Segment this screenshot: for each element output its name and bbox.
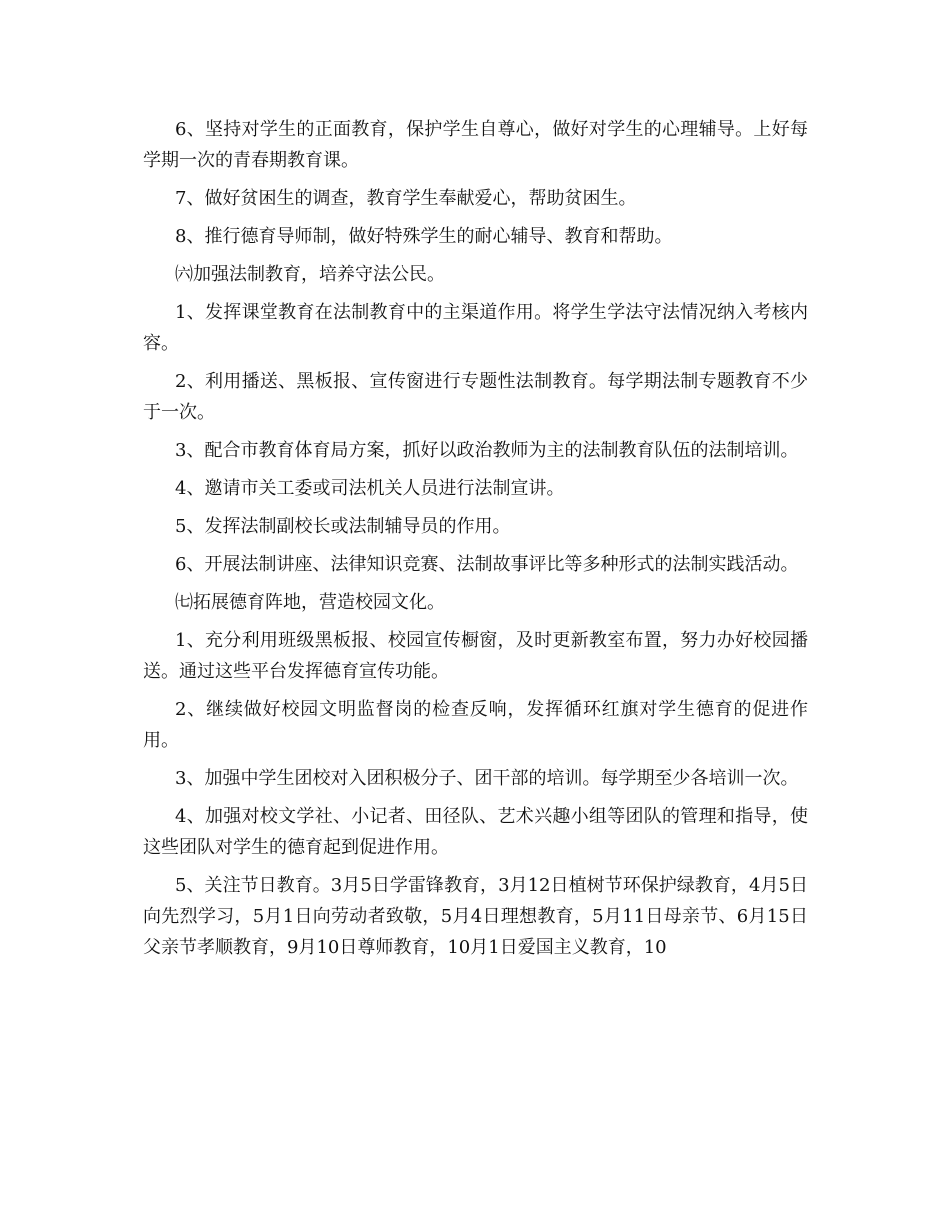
- paragraph-16: 5、关注节日教育。3月5日学雷锋教育，3月12日植树节环保护绿教育，4月5日向先烈学习，5月1日向劳动者致敬，5月4日理想教育，5月11日母亲节、6月15日父亲节孝顺教育，9月10日尊师教育，10月1日爱国主义教育，10: [143, 875, 808, 958]
- paragraph-10: 6、开展法制讲座、法律知识竞赛、法制故事评比等多种形式的法制实践活动。: [175, 554, 799, 575]
- section-heading-7: ㈦拓展德育阵地，营造校园文化。: [175, 592, 445, 613]
- paragraph-14: 3、加强中学生团校对入团积极分子、团干部的培训。每学期至少各培训一次。: [175, 768, 799, 789]
- paragraph-5: 1、发挥课堂教育在法制教育中的主渠道作用。将学生学法守法情况纳入考核内容。: [143, 302, 808, 354]
- paragraph-6: 2、利用播送、黑板报、宣传窗进行专题性法制教育。每学期法制专题教育不少于一次。: [143, 371, 808, 423]
- section-heading-6: ㈥加强法制教育，培养守法公民。: [175, 264, 445, 285]
- paragraph-13: 2、继续做好校园文明监督岗的检查反响，发挥循环红旗对学生德育的促进作用。: [143, 699, 808, 751]
- paragraph-3: 8、推行德育导师制，做好特殊学生的耐心辅导、教育和帮助。: [175, 226, 673, 247]
- paragraph-9: 5、发挥法制副校长或法制辅导员的作用。: [175, 516, 511, 537]
- document-body: [143, 114, 808, 970]
- paragraph-1: 6、坚持对学生的正面教育，保护学生自尊心，做好对学生的心理辅导。上好每学期一次的青春期教育课。: [143, 119, 808, 171]
- paragraph-7: 3、配合市教育体育局方案，抓好以政治教师为主的法制教育队伍的法制培训。: [175, 440, 799, 461]
- paragraph-8: 4、邀请市关工委或司法机关人员进行法制宣讲。: [175, 478, 565, 499]
- paragraph-2: 7、做好贫困生的调查，教育学生奉献爱心，帮助贫困生。: [175, 188, 637, 209]
- paragraph-15: 4、加强对校文学社、小记者、田径队、艺术兴趣小组等团队的管理和指导，使这些团队对学生的德育起到促进作用。: [143, 806, 808, 858]
- paragraph-12: 1、充分利用班级黑板报、校园宣传橱窗，及时更新教室布置，努力办好校园播送。通过这些平台发挥德育宣传功能。: [143, 630, 808, 682]
